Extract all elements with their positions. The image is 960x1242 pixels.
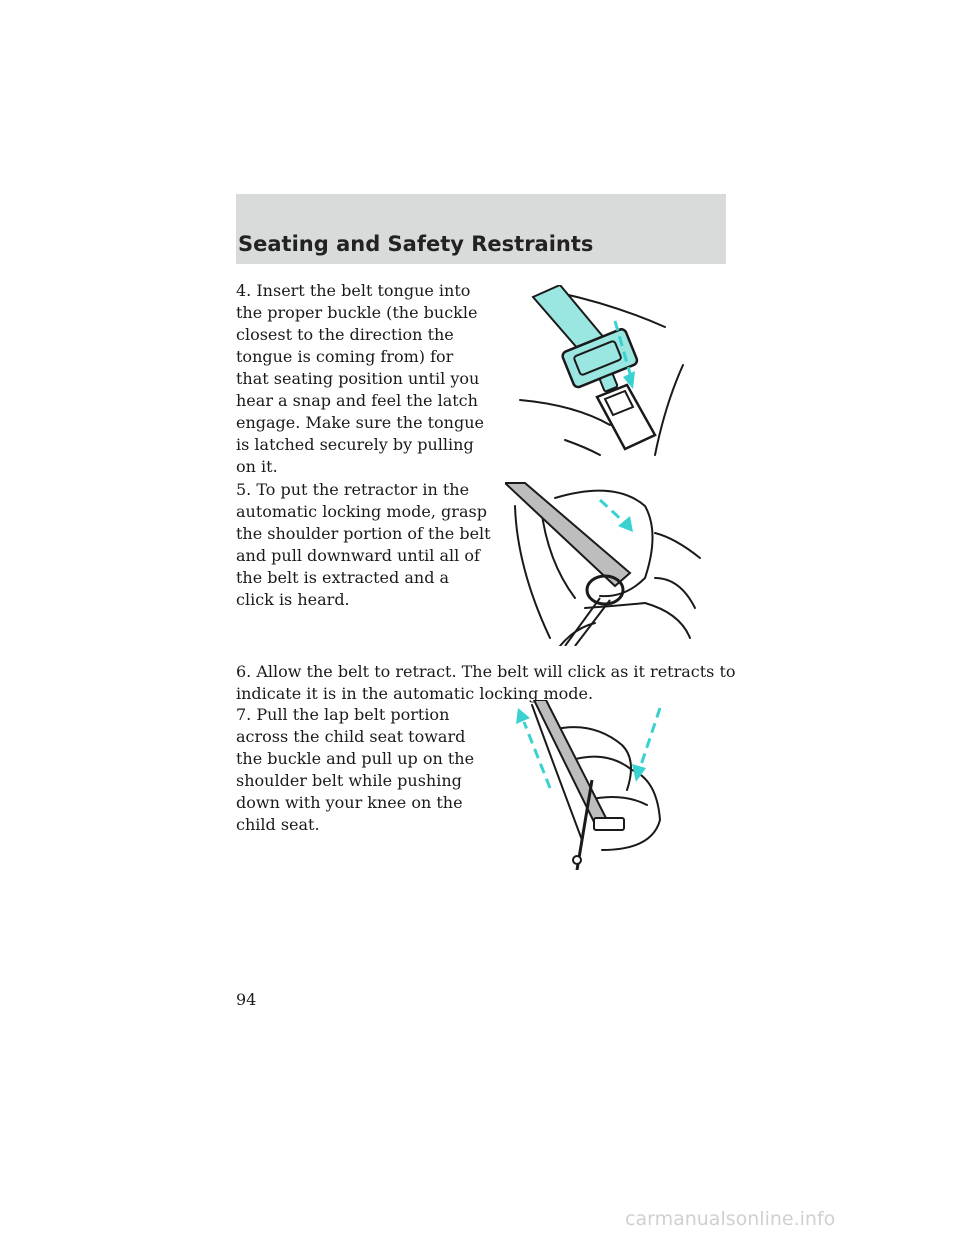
lap-belt-tighten-illustration: [512, 700, 672, 870]
page-number: 94: [236, 990, 257, 1009]
step-6-text: 6. Allow the belt to retract. The belt will click as it retracts to indicate it is in the automatic locking mode.: [236, 662, 736, 703]
arrow-down-icon: [600, 500, 625, 523]
section-header: [236, 194, 726, 264]
arrow-down-icon: [640, 708, 660, 768]
retractor-locking-illustration: [505, 478, 705, 646]
belt-loop: [587, 576, 623, 604]
lap-buckle: [594, 818, 624, 830]
watermark: carmanualsonline.info: [625, 1208, 836, 1230]
belt-tongue-buckle-illustration: [515, 285, 700, 465]
section-title: Seating and Safety Restraints: [238, 232, 594, 256]
step-4-text: 4. Insert the belt tongue into the proper buckle (the buckle closest to the direction the tongue is coming from) for that seating position until you hear a snap and feel the latch engage. Make sure the tongue is latched securely by pulling on it.: [236, 281, 484, 476]
step-5-text: 5. To put the retractor in the automatic locking mode, grasp the shoulder portion of the belt and pull downward until all of the belt is extracted and a click is heard.: [236, 480, 491, 609]
shoulder-belt: [505, 483, 630, 586]
arrow-up-icon: [524, 722, 550, 788]
step-7-text: 7. Pull the lap belt portion across the child seat toward the buckle and pull up on the shoulder belt while pushing down with your knee on the child seat.: [236, 705, 475, 834]
